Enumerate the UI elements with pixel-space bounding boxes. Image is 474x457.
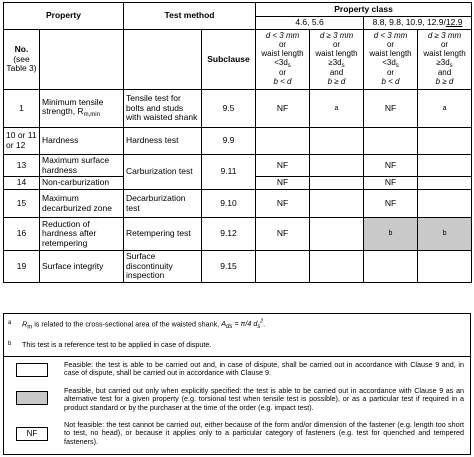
legend-not-feasible: NF Not feasible: the test cannot be carried out, either because of the form and/or dimension of the fastener (e.g. length too short to test, no head), or because it applies only to a particular category of fasteners (e.g. test for quenched and tempered fasteners). bbox=[8, 421, 466, 453]
legend-box-nf: NF bbox=[16, 427, 48, 441]
header-no: No. (see Table 3) bbox=[4, 30, 40, 90]
table-row: 14 Non-carburization NF NF bbox=[4, 177, 472, 190]
legend-feasible: Feasible: the test is able to be carried out and, in case of dispute, shall be carried out in accordance with Clause 9 and, in case of dispute, shall be carried out in accordance with Clause 9. bbox=[8, 361, 466, 385]
header-subclause: Subclause bbox=[202, 30, 256, 90]
condition-b-small: d < 3 mm or waist length $<3d_s$ or b < d bbox=[364, 30, 418, 90]
header-test-method: Test method bbox=[124, 3, 256, 30]
header-class-b: 8.8, 9.8, 10.9, 12.9/12.9 bbox=[364, 17, 472, 30]
legend-conditional: Feasible, but carried out only when explicitly specified: the test is able to be carried out in accordance with Clause 9 as an alternative test for a given property (e.g. torsional test when tensile test is possible), or as a particular test if required in a product standard or by the purchaser at the time of the order (e.g. impact test). bbox=[8, 387, 466, 419]
footnote-b: b This test is a reference test to be applied in case of dispute. bbox=[8, 340, 212, 349]
condition-a-large: d ≥ 3 mm or waist length $\ge 3d_s$ and b ≥ d bbox=[310, 30, 364, 90]
notes-panel bbox=[3, 313, 471, 455]
condition-a-small: d < 3 mm or waist length $<3d_s$ or b < d bbox=[256, 30, 310, 90]
legend-box-shaded bbox=[16, 391, 48, 405]
table-row: 15 Maximum decarburized zone Decarburization test 9.10 NF NF bbox=[4, 190, 472, 218]
header-class-a: 4.6, 5.6 bbox=[256, 17, 364, 30]
table-row: 16 Reduction of hardness after retempering Retempering test 9.12 NF b b bbox=[4, 218, 472, 251]
table-row: 1 Minimum tensile strength, $R_{m,min}$ Tensile test for bolts and studs with waisted shank 9.5 NF a NF a bbox=[4, 90, 472, 128]
legend-box-blank bbox=[16, 363, 48, 377]
footnote-a: a $R_m$ is related to the cross-sectional area of the waisted shank, $A_{ds} = \pi/4$ $d_s^2$. bbox=[8, 319, 266, 331]
condition-b-large: d ≥ 3 mm or waist length $\ge 3d_s$ and b ≥ d bbox=[418, 30, 472, 90]
divider bbox=[4, 356, 470, 357]
table-row: 10 or 11 or 12 Hardness Hardness test 9.9 bbox=[4, 128, 472, 155]
property-test-table bbox=[3, 2, 472, 283]
header-property: Property bbox=[4, 3, 124, 30]
header-property-class: Property class bbox=[256, 3, 472, 17]
table-row: 13 Maximum surface hardness Carburization test 9.11 NF NF bbox=[4, 155, 472, 177]
table-row: 19 Surface integrity Surface discontinuity inspection 9.15 bbox=[4, 251, 472, 283]
